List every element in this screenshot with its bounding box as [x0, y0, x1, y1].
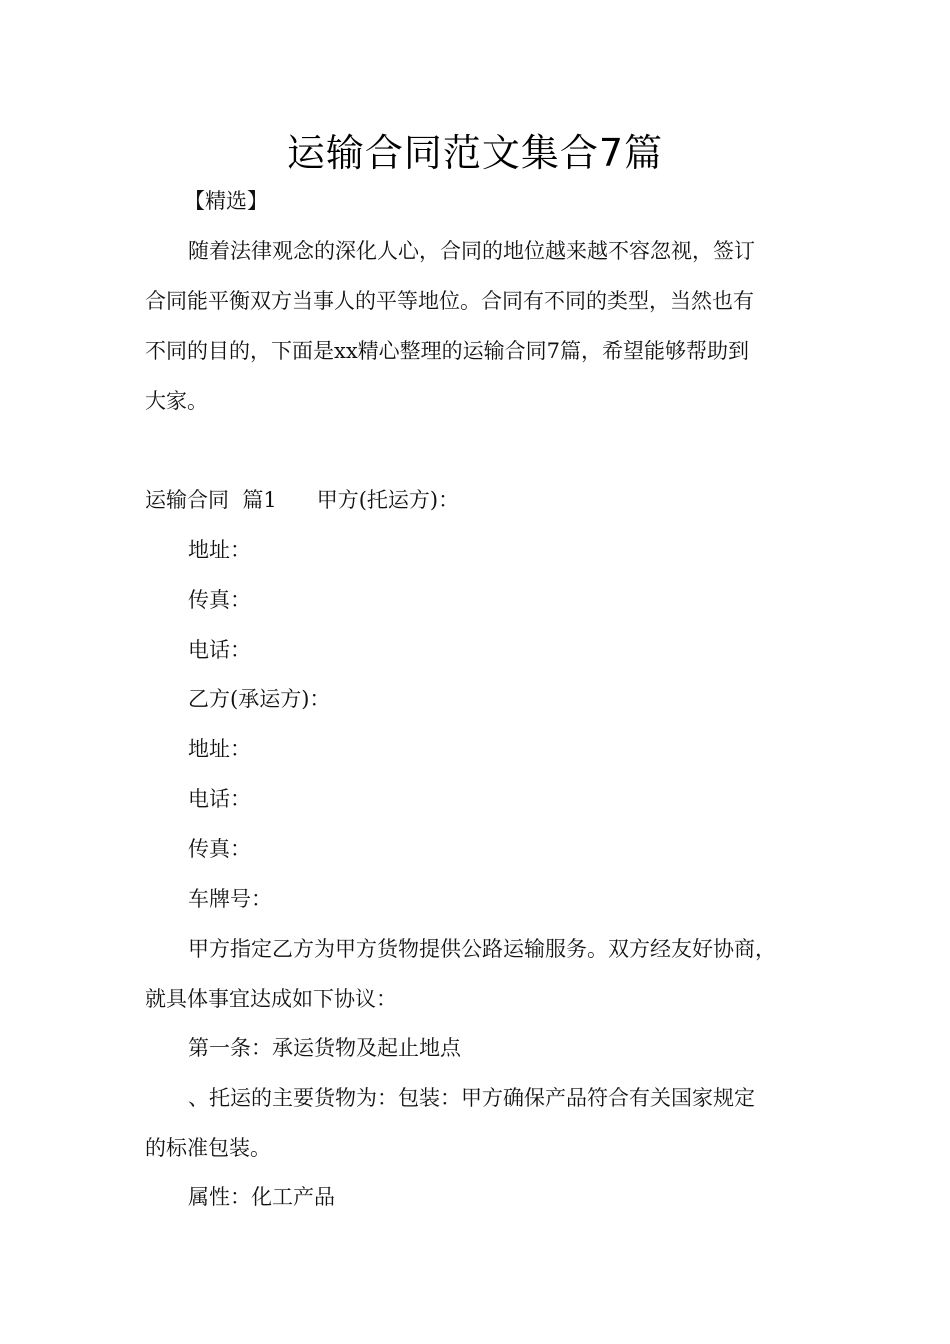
party-b-label: 乙方(承运方)： [188, 687, 331, 711]
party-a-fax: 传真： [188, 588, 251, 612]
party-a-label: 甲方(托运方)： [316, 488, 460, 512]
intro-line-4: 大家。 [145, 389, 208, 413]
party-b-plate: 车牌号： [188, 887, 272, 911]
tag-label: 【精选】 [184, 189, 268, 213]
section-heading-line [145, 485, 459, 515]
agreement-line-2: 就具体事宜达成如下协议： [145, 987, 397, 1011]
party-b-fax: 传真： [188, 837, 251, 861]
party-b-phone: 电话： [188, 787, 251, 811]
cargo-line-2: 的标准包装。 [145, 1136, 271, 1160]
party-a-phone: 电话： [188, 638, 251, 662]
intro-line-3: 不同的目的，下面是xx精心整理的运输合同7篇，希望能够帮助到 [145, 339, 750, 363]
party-b-address: 地址： [188, 737, 251, 761]
party-a-address: 地址： [188, 538, 251, 562]
property-line: 属性：化工产品 [188, 1185, 335, 1209]
agreement-line-1: 甲方指定乙方为甲方货物提供公路运输服务。双方经友好协商， [188, 937, 776, 961]
intro-line-1: 随着法律观念的深化人心，合同的地位越来越不容忽视，签订 [188, 239, 755, 263]
cargo-line-1: 、托运的主要货物为：包装：甲方确保产品符合有关国家规定 [188, 1086, 755, 1110]
article-1-heading: 第一条：承运货物及起止地点 [188, 1036, 461, 1060]
section-heading: 运输合同 篇1 [145, 488, 277, 512]
intro-line-2: 合同能平衡双方当事人的平等地位。合同有不同的类型，当然也有 [145, 289, 754, 313]
document-title: 运输合同范文集合7篇 [286, 131, 664, 175]
